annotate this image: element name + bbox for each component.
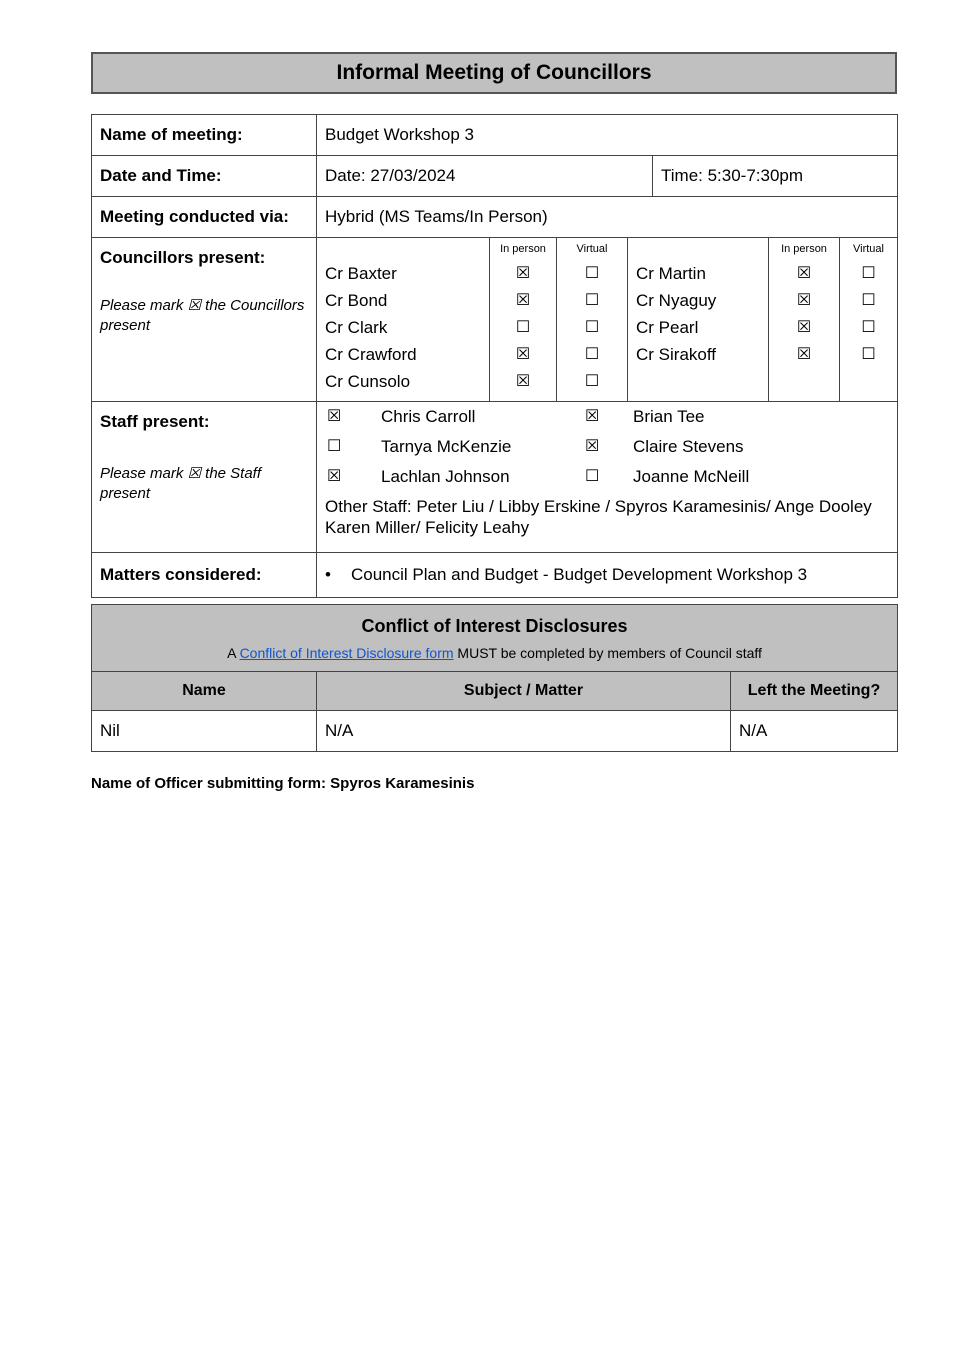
councillors-right-inperson [769,238,840,401]
councillors-right-virtual [840,238,897,401]
virtual-header: Virtual [576,243,608,255]
coi-subtitle [100,645,889,661]
staff-note: Please mark ☒ the Staff present [100,465,262,502]
staff-checkbox[interactable]: ☐ [585,468,600,485]
matters-item: Council Plan and Budget - Budget Development Workshop 3 [351,565,808,584]
councillor-name: Cr Baxter [325,264,397,283]
staff-label: Staff present: [100,412,210,431]
coi-col-subject: Subject / Matter [317,672,731,711]
in-person-checkbox[interactable]: ☒ [515,265,531,282]
in-person-checkbox[interactable]: ☒ [796,265,812,282]
coi-col-left: Left the Meeting? [731,672,898,711]
date-value: Date: 27/03/2024 [317,156,653,197]
councillor-name: Cr Clark [325,318,388,337]
councillor-name: Cr Nyaguy [636,291,717,310]
councillors-left-inperson [490,238,557,401]
coi-col-name: Name [92,672,317,711]
form-title: Informal Meeting of Councillors [91,52,897,94]
councillor-name: Cr Bond [325,291,388,310]
staff-checkbox[interactable]: ☒ [585,438,600,455]
councillors-note: Please mark ☒ the Councillors present [100,297,305,334]
councillor-name: Cr Crawford [325,345,417,364]
councillor-name: Cr Sirakoff [636,345,716,364]
virtual-header: Virtual [853,243,884,255]
coi-row-left: N/A [731,711,898,752]
coi-row-subject: N/A [317,711,731,752]
virtual-checkbox[interactable]: ☐ [584,346,600,363]
staff-row [325,432,889,462]
staff-row [325,462,889,492]
virtual-checkbox[interactable]: ☐ [584,265,600,282]
councillor-name: Cr Martin [636,264,706,283]
in-person-checkbox[interactable]: ☒ [515,292,531,309]
in-person-checkbox[interactable]: ☒ [515,346,531,363]
conducted-via-value: Hybrid (MS Teams/In Person) [317,197,898,238]
councillors-label: Councillors present: [100,248,266,267]
staff-name: Tarnya McKenzie [381,437,512,456]
coi-sub-suffix: MUST be completed by members of Council staff [453,644,762,661]
coi-table [91,604,898,752]
other-staff: Other Staff: Peter Liu / Libby Erskine / Spyros Karamesinis/ Ange Dooley Karen Miller/ Felicity Leahy [325,497,872,537]
coi-sub-prefix: A [227,644,240,661]
conducted-via-label: Meeting conducted via: [92,197,317,238]
councillors-left-virtual [557,238,628,401]
councillors-label-cell [92,238,317,402]
in-person-checkbox[interactable]: ☒ [796,292,812,309]
datetime-label: Date and Time: [92,156,317,197]
virtual-checkbox[interactable]: ☐ [861,346,876,363]
virtual-checkbox[interactable]: ☐ [584,373,600,390]
staff-name: Claire Stevens [633,437,744,456]
in-person-checkbox[interactable]: ☒ [796,319,812,336]
staff-checkbox[interactable]: ☐ [327,438,342,455]
councillors-grid-cell [317,238,898,402]
councillor-name: Cr Cunsolo [325,372,411,391]
staff-name: Joanne McNeill [633,467,750,486]
bullet-icon: • [325,565,331,584]
virtual-checkbox[interactable]: ☐ [584,292,600,309]
staff-row [325,402,889,432]
virtual-checkbox[interactable]: ☐ [861,265,876,282]
time-value: Time: 5:30-7:30pm [653,156,898,197]
staff-checkbox[interactable]: ☒ [585,408,600,425]
councillors-right-names [628,238,769,401]
councillors-grid [317,238,897,401]
staff-checkbox[interactable]: ☒ [327,468,342,485]
in-person-checkbox[interactable]: ☒ [515,373,531,390]
virtual-checkbox[interactable]: ☐ [861,319,876,336]
staff-checkbox[interactable]: ☒ [327,408,342,425]
matters-label: Matters considered: [92,553,317,598]
staff-name: Chris Carroll [381,407,476,426]
in-person-header: In person [500,243,546,255]
staff-name: Brian Tee [633,407,705,426]
matters-cell [317,553,898,598]
coi-form-link[interactable]: Conflict of Interest Disclosure form [239,644,454,661]
virtual-checkbox[interactable]: ☐ [861,292,876,309]
councillor-name: Cr Pearl [636,318,699,337]
meeting-name-value: Budget Workshop 3 [317,115,898,156]
coi-title: Conflict of Interest Disclosures [361,615,628,636]
in-person-checkbox[interactable]: ☐ [515,319,531,336]
meeting-form [91,114,898,598]
staff-name: Lachlan Johnson [381,467,510,486]
in-person-header: In person [781,243,827,255]
in-person-checkbox[interactable]: ☒ [796,346,812,363]
submitter: Name of Officer submitting form: Spyros Karamesinis [91,775,475,792]
virtual-checkbox[interactable]: ☐ [584,319,600,336]
staff-cell [317,402,898,553]
meeting-name-label: Name of meeting: [92,115,317,156]
coi-header [92,605,898,672]
staff-label-cell [92,402,317,553]
coi-row-name: Nil [92,711,317,752]
councillors-left-names [317,238,490,401]
